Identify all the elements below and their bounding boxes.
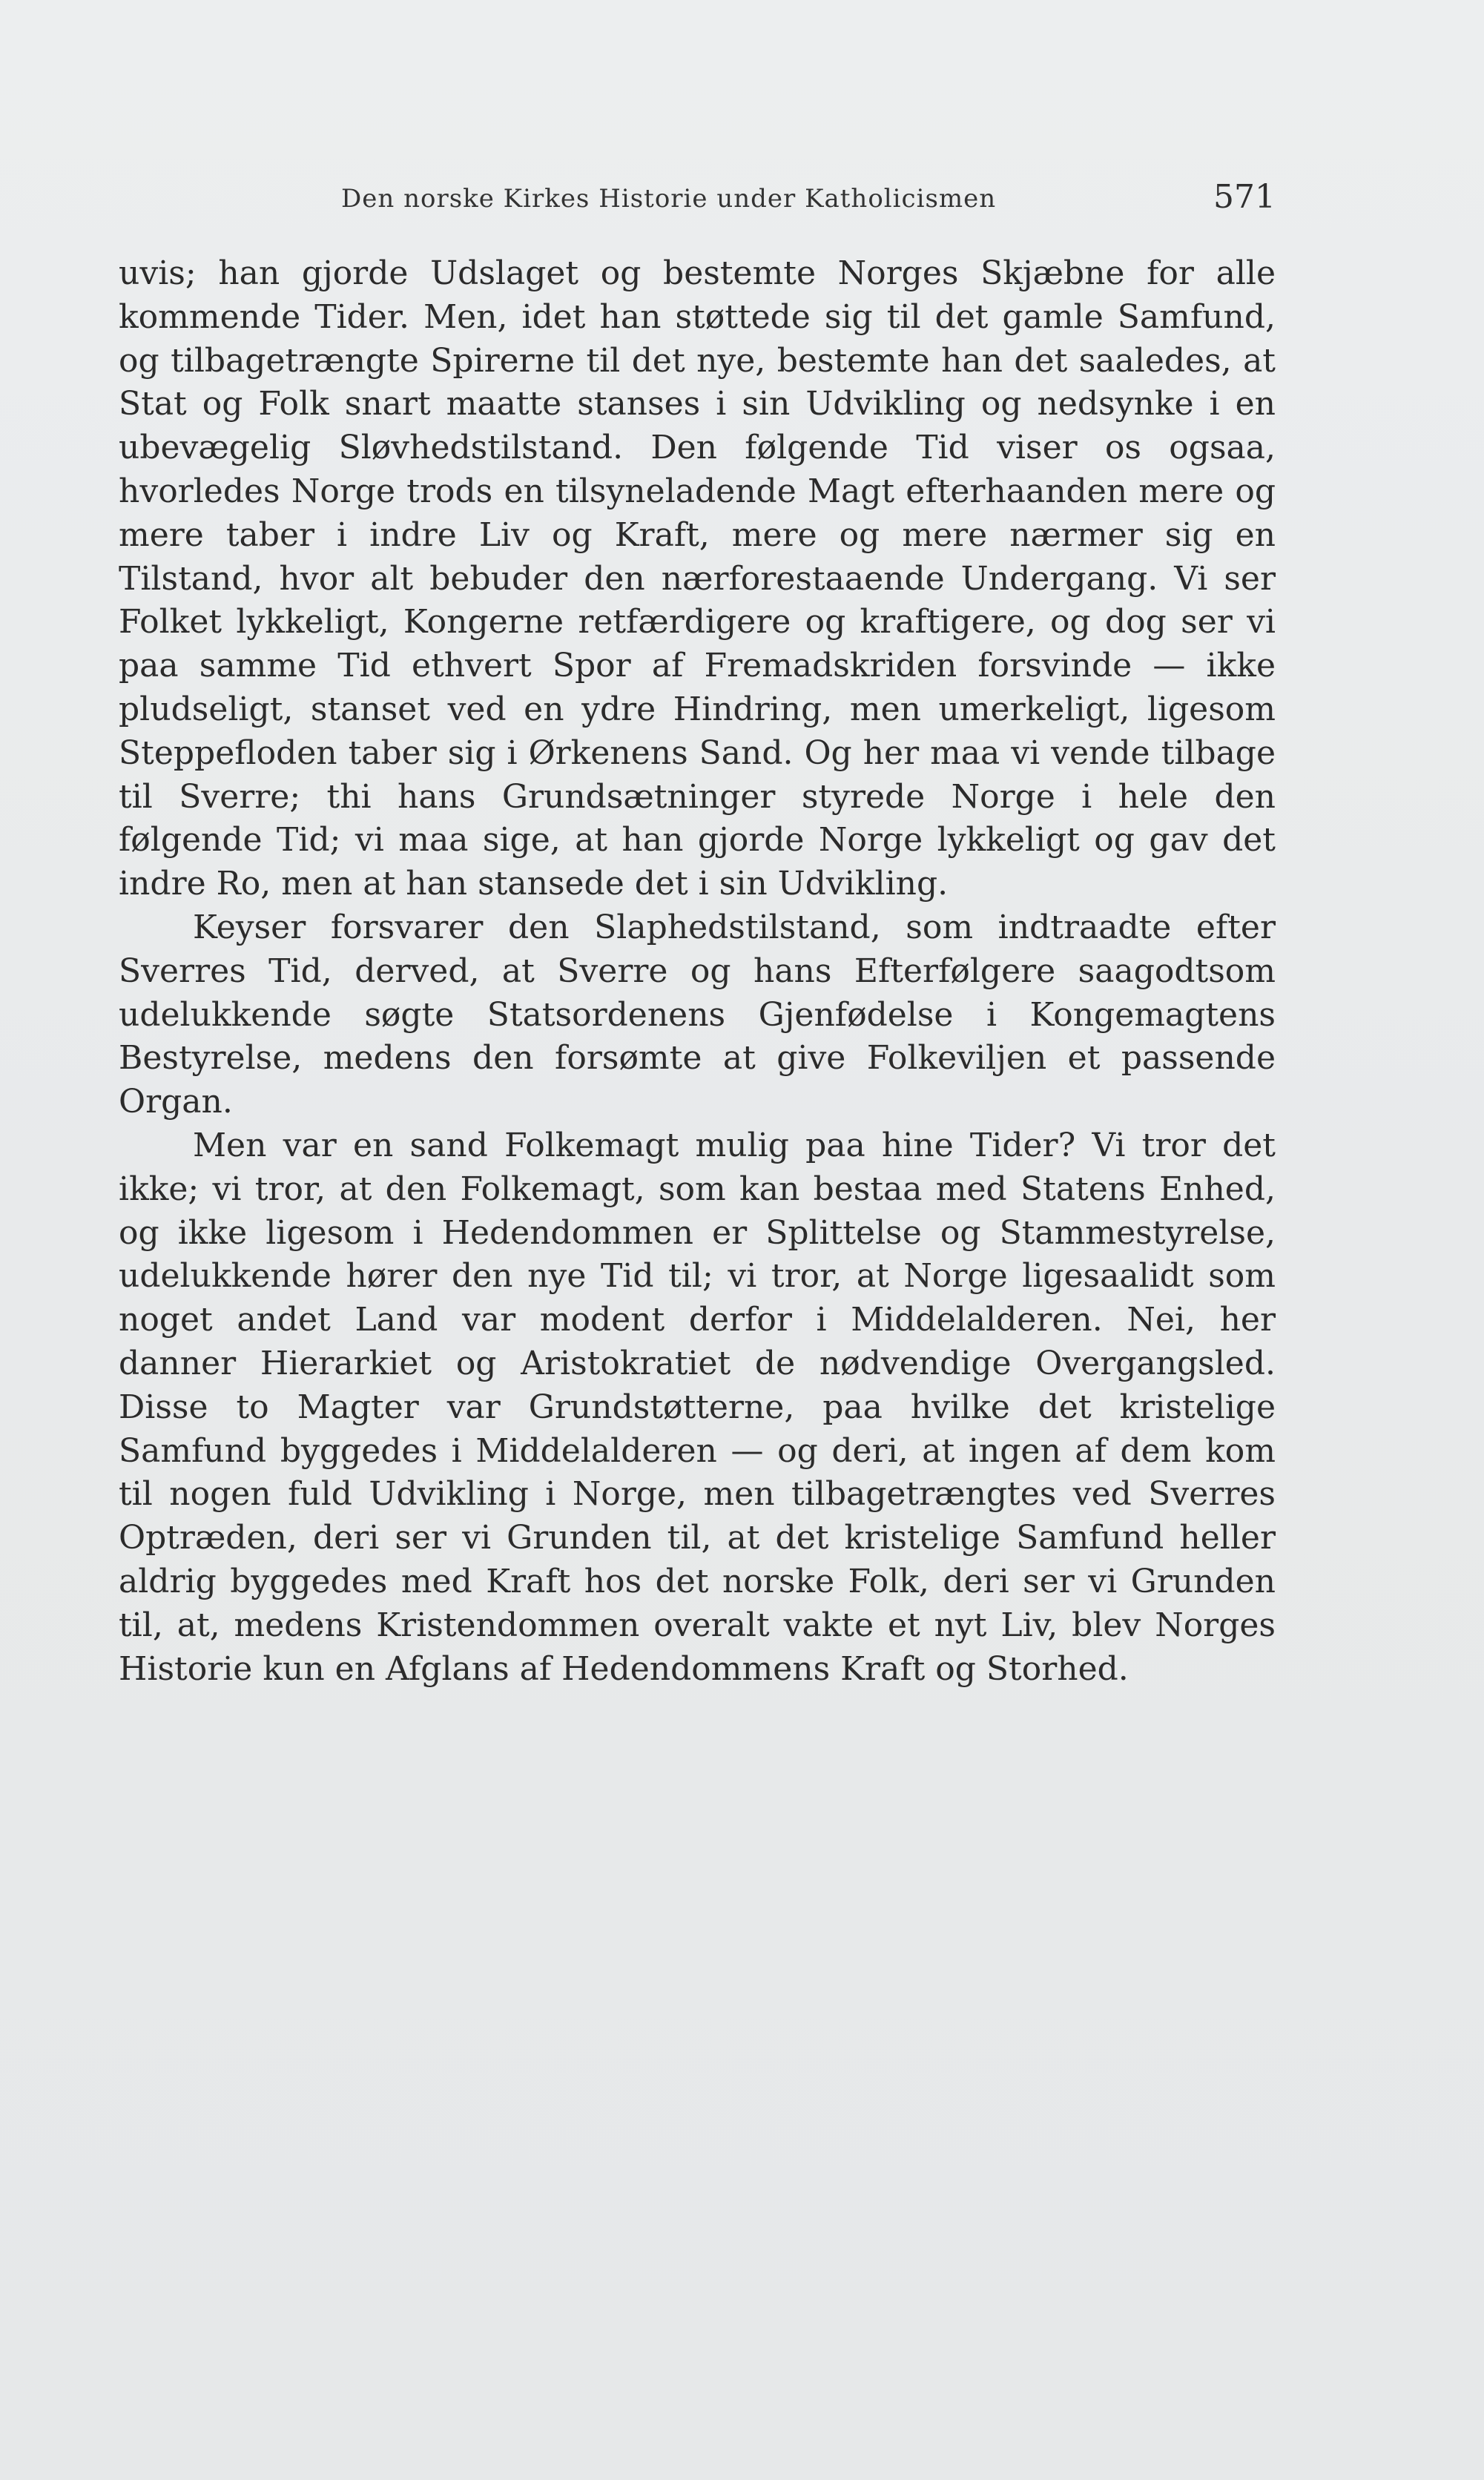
paragraph: uvis; han gjorde Udslaget og bestemte Norges Skjæbne for alle kommende Tider. Men, idet han støttede sig til det gamle Samfund, og tilbagetrængte Spirerne til det nye, bestemte han det saaledes, at Stat og Folk snart maatte stanses i sin Udvikling og nedsynke i en ubevægelig Sløvhedstilstand. Den følgende Tid viser os ogsaa, hvorledes Norge trods en tilsyneladende Magt efterhaanden mere og mere taber i indre Liv og Kraft, mere og mere nærmer sig en Tilstand, hvor alt bebuder den nærforestaaende Undergang. Vi ser Folket lykkeligt, Kongerne retfærdigere og kraftigere, og dog ser vi paa samme Tid ethvert Spor af Fremadskriden forsvinde — ikke pludseligt, stanset ved en ydre Hindring, men umerkeligt, ligesom Steppefloden taber sig i Ørkenens Sand. Og her maa vi vende tilbage til Sverre; thi hans Grundsætninger styrede Norge i hele den følgende Tid; vi maa sige, at han gjorde Norge lykkeligt og gav det indre Ro, men at han stansede det i sin Udvikling. <box>119 254 1276 903</box>
body-text <box>119 252 1276 1691</box>
page-number: 571 <box>1213 178 1276 216</box>
running-title: Den norske Kirkes Historie under Katholicismen <box>341 184 997 214</box>
running-head <box>119 178 1276 228</box>
paragraph: Keyser forsvarer den Slaphedstilstand, som indtraadte efter Sverres Tid, derved, at Sverre og hans Efterfølgere saagodtsom udelukkende søgte Statsordenens Gjenfødelse i Kongemagtens Bestyrelse, medens den forsømte at give Folkeviljen et passende Organ. <box>119 908 1276 1121</box>
paragraph: Men var en sand Folkemagt mulig paa hine Tider? Vi tror det ikke; vi tror, at den Folkemagt, som kan bestaa med Statens Enhed, og ikke ligesom i Hedendommen er Splittelse og Stammestyrelse, udelukkende hører den nye Tid til; vi tror, at Norge ligesaalidt som noget andet Land var modent derfor i Middelalderen. Nei, her danner Hierarkiet og Aristokratiet de nødvendige Overgangsled. Disse to Magter var Grundstøtterne, paa hvilke det kristelige Samfund byggedes i Middelalderen — og deri, at ingen af dem kom til nogen fuld Udvikling i Norge, men tilbagetrængtes ved Sverres Optræden, deri ser vi Grunden til, at det kristelige Samfund heller aldrig byggedes med Kraft hos det norske Folk, deri ser vi Grunden til, at, medens Kristendommen overalt vakte et nyt Liv, blev Norges Historie kun en Afglans af Hedendommens Kraft og Storhed. <box>119 1126 1276 1688</box>
